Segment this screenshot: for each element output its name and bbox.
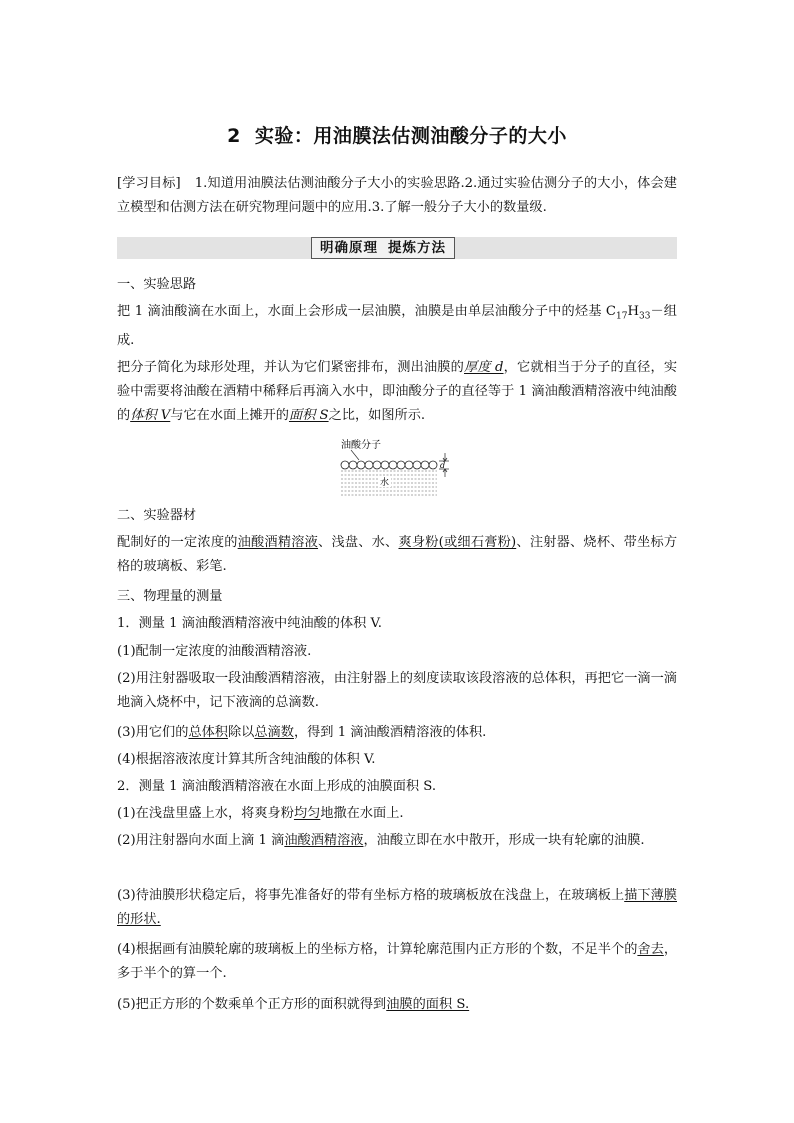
sec1-paragraph-1 — [117, 300, 677, 353]
banner-left: 明确原理 — [320, 240, 378, 256]
subscript: 33 — [639, 311, 651, 322]
underlined-term: 油酸酒精溶液 — [284, 833, 364, 848]
text: (3)待油膜形状稳定后，将事先准备好的带有坐标方格的玻璃板放在浅盘上，在玻璃板上 — [117, 888, 625, 903]
underlined-term: 油酸酒精溶液 — [237, 535, 319, 550]
text: 地撒在水面上. — [320, 806, 404, 821]
text: －组成. — [117, 304, 677, 348]
measure-1: 1．测量 1 滴油酸酒精溶液中纯油酸的体积 V. — [117, 616, 382, 631]
underlined-term: 总滴数 — [254, 725, 294, 740]
section-banner — [117, 237, 677, 259]
sec1-heading: 一、实验思路 — [117, 277, 197, 292]
goals-text: 1.知道用油膜法估测油酸分子大小的实验思路.2.通过实验估测分子的大小，体会建立模型和估测方法在研究物理问题中的应用.3.了解一般分子大小的数量级. — [117, 176, 677, 215]
label-d: d — [440, 461, 446, 470]
underlined-term: 描下薄膜的形状. — [117, 888, 677, 927]
text: 配制好的一定浓度的 — [117, 535, 238, 550]
underlined-term: 爽身粉(或细石膏粉) — [398, 535, 517, 550]
text: (1)在浅盘里盛上水，将爽身粉 — [117, 806, 294, 821]
text: H — [627, 304, 639, 319]
measure-2-step-2 — [117, 829, 677, 853]
underlined-term: 总体积 — [188, 725, 228, 740]
text: 除以 — [228, 725, 255, 740]
measure-1-step-2: (2)用注射器吸取一段油酸酒精溶液，由注射器上的刻度读取该段溶液的总体积，再把它一滴一滴地滴入烧杯中，记下液滴的总滴数. — [117, 671, 677, 710]
title-text: 实验：用油膜法估测油酸分子的大小 — [254, 125, 567, 147]
text: ，得到 1 滴油酸酒精溶液的体积. — [293, 725, 487, 740]
text: (2)用注射器向水面上滴 1 滴 — [117, 833, 285, 848]
oil-film-diagram — [339, 436, 451, 498]
text: 与它在水面上摊开的 — [170, 408, 289, 423]
measure-1-step-4: (4)根据溶液浓度计算其所含纯油酸的体积 V. — [117, 752, 376, 767]
measure-2-step-3 — [117, 884, 677, 932]
pointer-line — [351, 450, 359, 460]
banner-box — [311, 237, 455, 259]
goals-tag: [学习目标] — [117, 176, 181, 191]
learning-goals — [117, 172, 677, 220]
underlined-term: 油膜的面积 S. — [386, 997, 470, 1012]
text: (4)根据画有油膜轮廓的玻璃板上的坐标方格，计算轮廓范围内正方形的个数，不足半个的 — [117, 942, 638, 957]
label-water: 水 — [380, 478, 390, 488]
measure-2-step-5 — [117, 993, 677, 1017]
underlined-term: 面积 S — [288, 408, 329, 423]
text: 之比，如图所示. — [328, 408, 426, 423]
measure-2-step-4 — [117, 938, 677, 986]
underlined-term: 舍去 — [637, 942, 664, 957]
text: (3)用它们的 — [117, 725, 189, 740]
text: 把分子简化为球形处理，并认为它们紧密排布，测出油膜的 — [117, 360, 465, 375]
underlined-term: 体积 V — [130, 408, 171, 423]
text: (5)把正方形的个数乘单个正方形的面积就得到 — [117, 997, 387, 1012]
text: ，油酸立即在水中散开，形成一块有轮廓的油膜. — [363, 833, 645, 848]
measure-2-step-1 — [117, 802, 677, 826]
label-molecule: 油酸分子 — [341, 440, 381, 451]
text: 、注射器、烧杯、带坐标方格的玻璃板、彩笔. — [117, 535, 678, 574]
measure-1-step-3 — [117, 721, 677, 745]
molecule-row — [341, 461, 437, 469]
sec2-heading: 二、实验器材 — [117, 508, 197, 523]
text: 把 1 滴油酸滴在水面上，水面上会形成一层油膜，油膜是由单层油酸分子中的烃基 C — [117, 304, 617, 319]
underlined-term: 厚度 d — [464, 360, 504, 375]
text: 、浅盘、水、 — [318, 535, 399, 550]
banner-right: 提炼方法 — [388, 240, 446, 256]
page-title — [117, 121, 677, 148]
text: ，它就相当于分子的直径，实验中需要将油酸在酒精中稀释后再滴入水中，即油酸分子的直径等于 1 滴油酸酒精溶液中纯油酸的 — [117, 360, 678, 423]
sec3-heading: 三、物理量的测量 — [117, 589, 223, 604]
sec2-paragraph — [117, 531, 677, 579]
underlined-term: 均匀 — [293, 806, 321, 821]
text: ，多于半个的算一个. — [117, 942, 677, 981]
subscript: 17 — [616, 311, 628, 322]
title-number: 2 — [227, 125, 241, 147]
measure-2: 2．测量 1 滴油酸酒精溶液在水面上形成的油膜面积 S. — [117, 779, 437, 794]
sec1-paragraph-2 — [117, 356, 677, 428]
measure-1-step-1: (1)配制一定浓度的油酸酒精溶液. — [117, 644, 312, 659]
